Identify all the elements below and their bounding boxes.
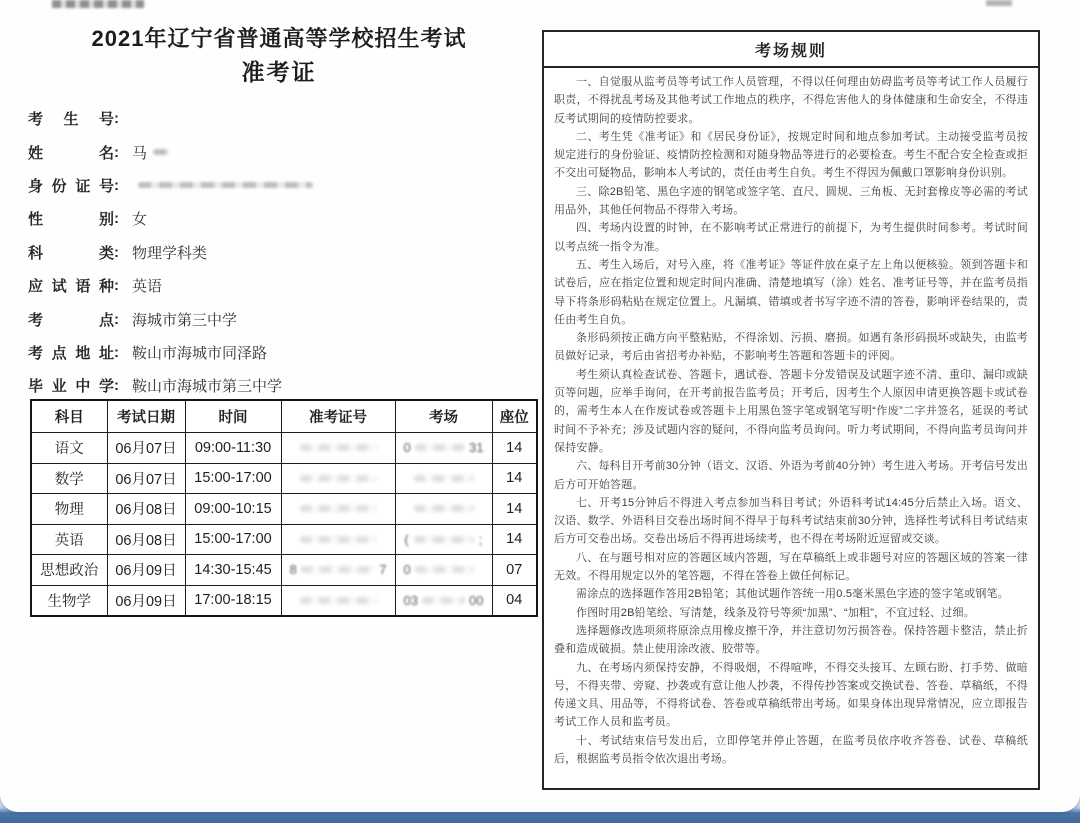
schedule-row <box>31 555 537 586</box>
cell-seat: 07 <box>492 555 537 586</box>
rule-paragraph: 考生须认真检查试卷、答题卡，遇试卷、答题卡分发错误及试题字迹不清、重印、漏印或缺页等问题，应举手询问，在开考前报告监考员；开考后，因考生个人原因申请更换答题卡或试卷的，需考生本人在作废试卷或答题卡上用黑色签字笔或钢笔写明“作废”二字并签名，延误的考试时间不予补充；涉及试题内容的疑问，不得向监考员询问。听力考试期间，不得向监考员询问并保持安静。 <box>554 368 1028 454</box>
candidate-fields <box>28 102 533 403</box>
field-row <box>28 202 533 235</box>
schedule-header-cell: 考试日期 <box>107 400 185 433</box>
schedule-row <box>31 494 537 525</box>
cell-time: 15:00-17:00 <box>185 524 281 555</box>
field-value-text: 马 <box>132 144 148 162</box>
room-smudge <box>414 505 474 512</box>
exam-rules-box <box>542 30 1040 790</box>
field-colon: : <box>114 310 119 328</box>
field-label: 身份证号 <box>28 177 114 195</box>
cell-time: 15:00-17:00 <box>185 463 281 494</box>
field-value <box>132 342 267 363</box>
ticket-smudge <box>300 475 377 482</box>
cell-ticket-number-redacted <box>281 555 395 586</box>
field-value <box>132 142 169 163</box>
schedule-header-cell: 准考证号 <box>281 400 395 433</box>
field-label: 毕业中学 <box>28 378 114 396</box>
cell-time: 17:00-18:15 <box>185 585 281 616</box>
ticket-fragment-left: 8 <box>289 562 297 578</box>
cell-subject: 思想政治 <box>31 555 107 586</box>
schedule-header-row <box>31 400 537 433</box>
field-row <box>28 169 533 202</box>
field-colon: : <box>114 143 119 161</box>
schedule-header-cell: 时间 <box>185 400 281 433</box>
ticket-title-line1: 2021年辽宁省普通高等学校招生考试 <box>91 26 467 51</box>
ticket-smudge <box>300 536 377 543</box>
cell-room-redacted <box>395 524 492 555</box>
cell-time: 14:30-15:45 <box>185 555 281 586</box>
cell-date: 06月08日 <box>107 494 185 525</box>
cell-seat: 14 <box>492 494 537 525</box>
field-label: 姓名 <box>28 144 114 162</box>
rule-paragraph: 六、每科目开考前30分钟（语文、汉语、外语为考前40分钟）考生进入考场。开考信号发出后方可开始答题。 <box>554 460 1028 491</box>
room-fragment-right: ; <box>478 531 483 547</box>
cell-subject: 数学 <box>31 463 107 494</box>
rule-paragraph: 选择题修改选项须将原涂点用橡皮擦干净，并注意切勿污损答卷。保持答题卡整洁，禁止折叠和造成破损。禁止使用涂改液、胶带等。 <box>554 624 1028 656</box>
room-fragment-right: 00 <box>469 592 484 608</box>
redaction-smudge <box>153 149 169 155</box>
room-fragment-left: ( <box>404 531 409 547</box>
field-label: 性别 <box>28 211 114 229</box>
cell-room-redacted <box>395 494 492 525</box>
cell-seat: 14 <box>492 463 537 494</box>
field-value <box>132 375 282 396</box>
field-value-text: 物理学科类 <box>132 244 208 262</box>
field-value-text: 鞍山市海城市第三中学 <box>132 378 283 396</box>
cell-date: 06月09日 <box>107 555 185 586</box>
field-label: 应试语种 <box>28 278 114 296</box>
field-value-text: 海城市第三中学 <box>132 311 238 329</box>
cell-seat: 04 <box>492 585 537 616</box>
rule-paragraph: 需涂点的选择题作答用2B铅笔；其他试题作答统一用0.5毫米黑色字迹的签字笔或钢笔。 <box>576 588 1009 601</box>
field-value-text: 女 <box>132 211 148 229</box>
schedule-row <box>31 463 537 494</box>
rule-paragraph: 十、考试结束信号发出后，立即停笔并停止答题，在监考员依序收齐答卷、试卷、草稿纸后，根据监考员指令依次退出考场。 <box>554 734 1028 765</box>
ticket-smudge <box>300 597 377 604</box>
rule-paragraph: 八、在与题号相对应的答题区域内答题，写在草稿纸上或非题号对应的答题区域的答案一律无效。不得用规定以外的笔答题，不得在答卷上做任何标记。 <box>554 551 1028 583</box>
cell-room-redacted <box>395 433 492 464</box>
field-value <box>132 182 313 188</box>
room-fragment-right: 31 <box>469 440 484 456</box>
schedule-header-cell: 考场 <box>395 400 492 433</box>
rule-paragraph: 七、开考15分钟后不得进入考点参加当科目考试；外语科考试14:45分后禁止入场。语文、汉语、数学、外语科目交卷出场时间不得早于每科考试结束前30分钟，选择性考试科目考试结束后方可交卷出场。交卷出场后不得再进场续考，也不得在考场附近逗留或交谈。 <box>554 496 1028 546</box>
cell-room-redacted <box>395 463 492 494</box>
schedule-row <box>31 524 537 555</box>
room-smudge <box>414 536 474 543</box>
cell-date: 06月09日 <box>107 585 185 616</box>
field-colon: : <box>114 377 119 395</box>
field-row <box>28 135 533 168</box>
field-value <box>132 242 207 263</box>
field-value <box>132 309 237 330</box>
ticket-smudge <box>300 505 377 512</box>
cell-ticket-number-redacted <box>281 463 395 494</box>
field-colon: : <box>114 277 119 295</box>
cell-date: 06月08日 <box>107 524 185 555</box>
cell-ticket-number-redacted <box>281 524 395 555</box>
ticket-fragment-right: 7 <box>379 562 387 578</box>
redaction-smudge <box>138 182 313 188</box>
field-value <box>132 275 162 296</box>
room-smudge <box>414 475 474 482</box>
room-fragment-left: 03 <box>403 592 418 608</box>
field-row <box>28 302 533 335</box>
rule-paragraph: 一、自觉服从监考员等考试工作人员管理，不得以任何理由妨碍监考员等考试工作人员履行职责，不得扰乱考场及其他考试工作地点的秩序，不得危害他人的身体健康和生命安全，不得违反考试期间的疫情防控要求。 <box>554 76 1028 125</box>
room-smudge <box>415 566 474 573</box>
cell-time: 09:00-11:30 <box>185 433 281 464</box>
ticket-smudge <box>301 566 376 573</box>
schedule-row <box>31 433 537 464</box>
field-row <box>28 369 533 402</box>
scan-artifact-top-right <box>986 0 1012 6</box>
rule-paragraph: 二、考生凭《准考证》和《居民身份证》，按规定时间和地点参加考试。主动接受监考员按规定进行的身份验证、疫情防控检测和对随身物品等进行的必要检查。考生不配合安全检查或拒不交出可疑物品，影响本人考试的，责任由考生自负。考生不得因为佩戴口罩影响身份识别。 <box>554 130 1028 180</box>
field-value <box>132 208 147 229</box>
schedule-body <box>31 433 537 617</box>
rule-paragraph: 作图时用2B铅笔绘、写清楚，线条及符号等须“加黑”、“加粗”，不宜过轻、过细。 <box>576 606 975 619</box>
cell-ticket-number-redacted <box>281 585 395 616</box>
field-row <box>28 269 533 302</box>
cell-time: 09:00-10:15 <box>185 494 281 525</box>
field-row <box>28 336 533 369</box>
cell-subject: 生物学 <box>31 585 107 616</box>
cell-date: 06月07日 <box>107 463 185 494</box>
rule-paragraph: 三、除2B铅笔、黑色字迹的钢笔或签字笔、直尺、圆规、三角板、无封套橡皮等必需的考试用品外，其他任何物品不得带入考场。 <box>554 185 1028 217</box>
rule-paragraph: 条形码须按正确方向平整粘贴，不得涂划、污损、磨损。如遇有条形码损坏或缺失，由监考员做好记录，考后由省招考办补贴，不影响考生答题和答题卡的评阅。 <box>554 332 1028 363</box>
schedule-header-cell: 座位 <box>492 400 537 433</box>
ticket-title <box>26 24 532 88</box>
ticket-title-line2: 准考证 <box>241 59 317 85</box>
field-colon: : <box>114 110 119 128</box>
exam-schedule-table <box>30 399 538 617</box>
room-smudge <box>422 597 465 604</box>
field-row <box>28 102 533 135</box>
rule-paragraph: 五、考生入场后，对号入座，将《准考证》等证件放在桌子左上角以便核验。领到答题卡和试卷后，应在指定位置和规定时间内准确、清楚地填写（涂）姓名、准考证号等，并在监考员指导下将条形码粘贴在规定位置上。凡漏填、错填或者书写字迹不清的答卷，影响评卷结果的，责任由考生自负。 <box>554 258 1028 326</box>
cell-seat: 14 <box>492 524 537 555</box>
cell-subject: 语文 <box>31 433 107 464</box>
room-fragment-left: 0 <box>403 440 411 456</box>
cell-ticket-number-redacted <box>281 494 395 525</box>
rule-paragraph: 四、考场内设置的时钟，在不影响考试正常进行的前提下，为考生提供时间参考。考试时间以考点统一指令为准。 <box>554 222 1028 253</box>
room-smudge <box>415 444 465 451</box>
scan-artifact-top-left <box>52 0 144 8</box>
field-colon: : <box>114 243 119 261</box>
field-label: 考点 <box>28 311 114 329</box>
cell-date: 06月07日 <box>107 433 185 464</box>
field-colon: : <box>114 343 119 361</box>
cell-ticket-number-redacted <box>281 433 395 464</box>
field-label: 考生号 <box>28 111 114 129</box>
ticket-smudge <box>300 444 377 451</box>
cell-room-redacted <box>395 585 492 616</box>
cell-room-redacted <box>395 555 492 586</box>
field-colon: : <box>114 210 119 228</box>
field-label: 科类 <box>28 244 114 262</box>
rule-paragraph: 九、在考场内须保持安静，不得吸烟，不得喧哗，不得交头接耳、左顾右盼、打手势、做暗号，不得夹带、旁窥、抄袭或有意让他人抄袭，不得传抄答案或交换试卷、答卷、草稿纸，不得传递文具、用品等，不得将试卷、答卷或草稿纸带出考场。如果身体出现异常情况，应立即报告考试工作人员和监考员。 <box>554 661 1028 729</box>
cell-subject: 物理 <box>31 494 107 525</box>
field-value-text: 英语 <box>132 278 163 296</box>
cell-seat: 14 <box>492 433 537 464</box>
room-fragment-left: 0 <box>403 562 411 578</box>
field-colon: : <box>114 176 119 194</box>
field-label: 考点地址 <box>28 344 114 362</box>
rules-body <box>544 68 1038 772</box>
schedule-row <box>31 585 537 616</box>
field-row <box>28 236 533 269</box>
cell-subject: 英语 <box>31 524 107 555</box>
schedule-header-cell: 科目 <box>31 400 107 433</box>
rules-title: 考场规则 <box>544 32 1038 68</box>
field-value-text: 鞍山市海城市同泽路 <box>132 344 268 362</box>
